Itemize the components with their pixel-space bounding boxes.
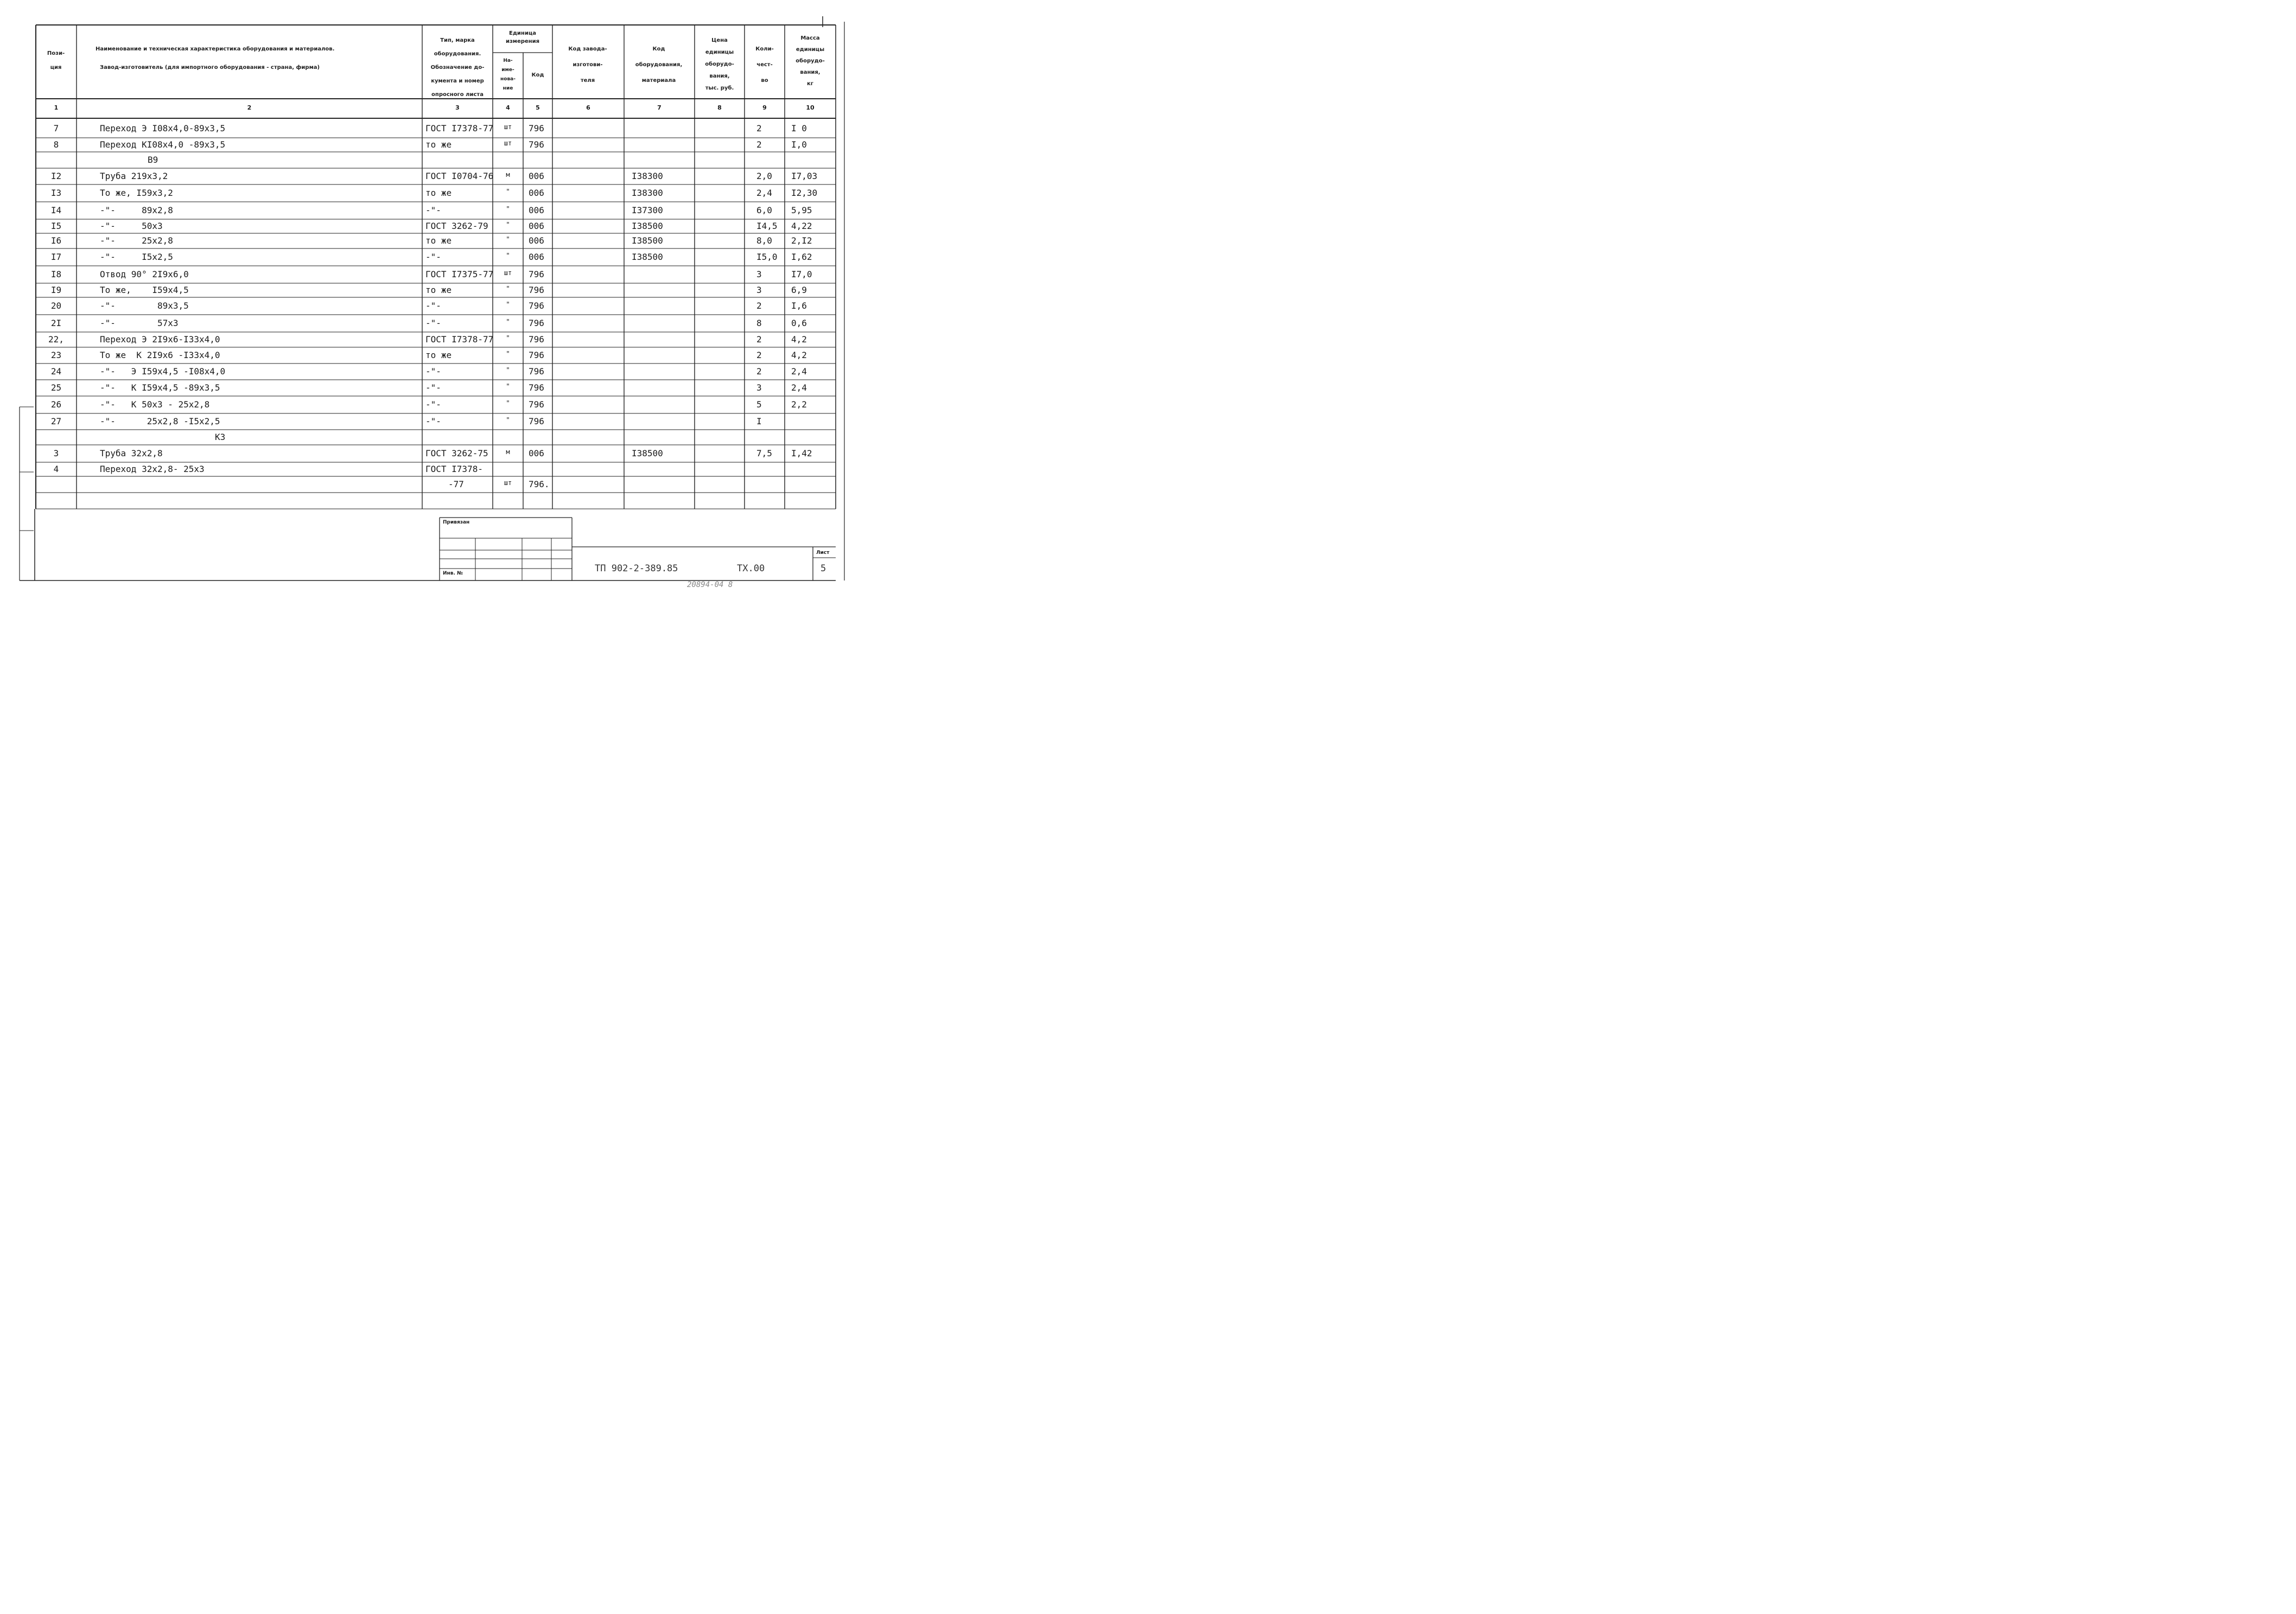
document-cell: -"- <box>425 318 441 328</box>
quantity-cell: I <box>756 416 762 426</box>
document-cell: -"- <box>425 205 441 215</box>
column-number: 2 <box>247 104 252 111</box>
unit-cell: " <box>506 366 510 374</box>
unit-cell: " <box>506 252 510 259</box>
stamp-sheet-number: 5 <box>821 563 826 574</box>
stamp-section-code: ТХ.00 <box>737 563 765 574</box>
material-code-cell: I38500 <box>632 448 663 458</box>
unit-cell: " <box>506 285 510 292</box>
unit-cell: шт <box>504 479 512 487</box>
mass-cell: 6,9 <box>791 285 807 295</box>
header-type: Тип, марка оборудования. Обозначение до- кумента и номер опросного листа <box>430 37 485 98</box>
name-cell: -"- К 50x3 - 25x2,8 <box>100 399 210 410</box>
stamp-sheet-label: Лист <box>816 550 830 556</box>
mass-cell: 4,2 <box>791 350 807 360</box>
quantity-cell: 2,0 <box>756 171 772 181</box>
quantity-cell: 3 <box>756 382 762 393</box>
unit-cell: " <box>506 318 510 326</box>
name-cell: К3 <box>215 432 226 442</box>
stamp-inv-label: Инв. № <box>443 571 463 576</box>
unit-code-cell: 796 <box>529 416 544 426</box>
name-cell: -"- 25x2,8 <box>100 235 173 246</box>
unit-cell: шт <box>504 123 512 131</box>
document-cell: ГОСТ I7378-77 <box>425 123 494 133</box>
document-cell: -77 <box>448 479 464 489</box>
unit-code-cell: 796 <box>529 399 544 410</box>
position-cell: 26 <box>50 399 62 410</box>
unit-code-cell: 796 <box>529 318 544 328</box>
unit-code-cell: 796 <box>529 350 544 360</box>
quantity-cell: 2 <box>756 301 762 311</box>
unit-code-cell: 006 <box>529 235 544 246</box>
document-cell: ГОСТ I7378-77 <box>425 334 494 345</box>
name-cell: -"- 50x3 <box>100 221 163 231</box>
column-number: 10 <box>806 104 815 111</box>
unit-code-cell: 796 <box>529 139 544 150</box>
mass-cell: 5,95 <box>791 205 812 215</box>
unit-cell: " <box>506 205 510 213</box>
position-cell: I9 <box>50 285 62 295</box>
name-cell: -"- Э I59x4,5 -I08x4,0 <box>100 366 226 377</box>
unit-cell: " <box>506 382 510 390</box>
unit-code-cell: 796 <box>529 366 544 377</box>
unit-code-cell: 796 <box>529 285 544 295</box>
stamp-bound-label: Привязан <box>443 520 470 525</box>
document-cell: то же <box>425 350 452 360</box>
mass-cell: I,6 <box>791 301 807 311</box>
mass-cell: I 0 <box>791 123 807 133</box>
position-cell: 7 <box>53 123 59 133</box>
quantity-cell: 5 <box>756 399 762 410</box>
unit-cell: " <box>506 416 510 424</box>
column-number: 3 <box>455 104 460 111</box>
unit-code-cell: 006 <box>529 188 544 198</box>
mass-cell: 4,22 <box>791 221 812 231</box>
mass-cell: 2,4 <box>791 382 807 393</box>
position-cell: 20 <box>50 301 62 311</box>
unit-cell: м <box>506 171 510 178</box>
material-code-cell: I38500 <box>632 252 663 262</box>
mass-cell: 4,2 <box>791 334 807 345</box>
quantity-cell: 2 <box>756 334 762 345</box>
column-number: 5 <box>536 104 540 111</box>
unit-code-cell: 796 <box>529 301 544 311</box>
position-cell: I7 <box>50 252 62 262</box>
header-material-code: Код оборудования, материала <box>635 46 683 84</box>
name-cell: То же К 2I9x6 -I33x4,0 <box>100 350 220 360</box>
document-cell: то же <box>425 235 452 246</box>
quantity-cell: 3 <box>756 269 762 279</box>
name-cell: -"- 57x3 <box>100 318 179 328</box>
unit-cell: шт <box>504 269 512 277</box>
header-position: Пози- ция <box>47 50 65 71</box>
quantity-cell: 2 <box>756 350 762 360</box>
quantity-cell: 8,0 <box>756 235 772 246</box>
unit-cell: шт <box>504 139 512 147</box>
document-cell: ГОСТ I7378- <box>425 464 483 474</box>
name-cell: Переход КI08x4,0 -89x3,5 <box>100 139 226 150</box>
position-cell: 25 <box>50 382 62 393</box>
quantity-cell: 2,4 <box>756 188 772 198</box>
name-cell: В9 <box>148 155 158 165</box>
column-number: 9 <box>762 104 767 111</box>
stamp-document-code: ТП 902-2-389.85 <box>595 563 678 574</box>
unit-code-cell: 796 <box>529 382 544 393</box>
mass-cell: 2,2 <box>791 399 807 410</box>
name-cell: Переход Э 2I9x6-I33x4,0 <box>100 334 220 345</box>
document-cell: ГОСТ 3262-75 <box>425 448 488 458</box>
quantity-cell: 3 <box>756 285 762 295</box>
document-cell: -"- <box>425 399 441 410</box>
position-cell: 22, <box>48 334 64 345</box>
document-cell: ГОСТ 3262-79 <box>425 221 488 231</box>
header-mass: Масса единицы оборудо- вания, кг <box>796 35 825 87</box>
header-factory-code: Код завода- изготови- теля <box>568 46 607 84</box>
document-cell: то же <box>425 139 452 150</box>
name-cell: Отвод 90° 2I9x6,0 <box>100 269 189 279</box>
position-cell: 27 <box>50 416 62 426</box>
mass-cell: I7,0 <box>791 269 812 279</box>
column-number: 4 <box>506 104 510 111</box>
material-code-cell: I38300 <box>632 171 663 181</box>
mass-cell: I7,03 <box>791 171 818 181</box>
unit-cell: " <box>506 350 510 358</box>
name-cell: -"- I5x2,5 <box>100 252 173 262</box>
material-code-cell: I38500 <box>632 235 663 246</box>
header-unit-name: На- име- нова- ние <box>500 58 516 91</box>
unit-cell: " <box>506 399 510 407</box>
document-cell: -"- <box>425 382 441 393</box>
unit-cell: " <box>506 334 510 342</box>
position-cell: I6 <box>50 235 62 246</box>
drawing-sheet <box>0 0 851 598</box>
name-cell: Труба 32x2,8 <box>100 448 163 458</box>
document-cell: -"- <box>425 301 441 311</box>
name-cell: -"- 25x2,8 -I5x2,5 <box>100 416 220 426</box>
name-cell: -"- К I59x4,5 -89x3,5 <box>100 382 220 393</box>
document-cell: ГОСТ I0704-76 <box>425 171 494 181</box>
name-cell: То же, I59x3,2 <box>100 188 173 198</box>
header-unit-code: Код <box>531 72 544 78</box>
name-cell: То же, I59x4,5 <box>100 285 189 295</box>
unit-cell: " <box>506 221 510 228</box>
quantity-cell: 2 <box>756 123 762 133</box>
position-cell: 4 <box>53 464 59 474</box>
position-cell: I2 <box>50 171 62 181</box>
material-code-cell: I37300 <box>632 205 663 215</box>
name-cell: Переход Э I08x4,0-89x3,5 <box>100 123 226 133</box>
document-cell: то же <box>425 285 452 295</box>
position-cell: 3 <box>53 448 59 458</box>
header-price: Цена единицы оборудо- вания, тыс. руб. <box>705 37 734 91</box>
position-cell: I4 <box>50 205 62 215</box>
name-cell: -"- 89x3,5 <box>100 301 189 311</box>
header-quantity: Коли- чест- во <box>755 46 774 84</box>
name-cell: Переход 32x2,8- 25x3 <box>100 464 205 474</box>
mass-cell: I,42 <box>791 448 812 458</box>
unit-code-cell: 006 <box>529 252 544 262</box>
unit-cell: " <box>506 188 510 195</box>
mass-cell: I,0 <box>791 139 807 150</box>
quantity-cell: 8 <box>756 318 762 328</box>
column-number: 7 <box>657 104 662 111</box>
unit-code-cell: 006 <box>529 171 544 181</box>
unit-code-cell: 006 <box>529 205 544 215</box>
quantity-cell: 6,0 <box>756 205 772 215</box>
quantity-cell: I4,5 <box>756 221 778 231</box>
position-cell: I5 <box>50 221 62 231</box>
position-cell: I8 <box>50 269 62 279</box>
document-cell: -"- <box>425 252 441 262</box>
column-number: 1 <box>54 104 59 111</box>
material-code-cell: I38500 <box>632 221 663 231</box>
mass-cell: I,62 <box>791 252 812 262</box>
position-cell: 8 <box>53 139 59 150</box>
document-cell: -"- <box>425 366 441 377</box>
position-cell: 23 <box>50 350 62 360</box>
position-cell: 2I <box>50 318 62 328</box>
header-name-line2: Завод-изготовитель (для импортного оборудования - страна, фирма) <box>100 65 320 71</box>
mass-cell: 2,4 <box>791 366 807 377</box>
column-number: 8 <box>717 104 722 111</box>
document-cell: то же <box>425 188 452 198</box>
material-code-cell: I38300 <box>632 188 663 198</box>
document-cell: ГОСТ I7375-77 <box>425 269 494 279</box>
position-cell: I3 <box>50 188 62 198</box>
unit-code-cell: 796 <box>529 334 544 345</box>
unit-code-cell: 796. <box>529 479 550 489</box>
document-cell: -"- <box>425 416 441 426</box>
mass-cell: I2,30 <box>791 188 818 198</box>
unit-code-cell: 796 <box>529 123 544 133</box>
quantity-cell: 2 <box>756 139 762 150</box>
unit-cell: " <box>506 301 510 308</box>
unit-code-cell: 796 <box>529 269 544 279</box>
name-cell: -"- 89x2,8 <box>100 205 173 215</box>
position-cell: 24 <box>50 366 62 377</box>
unit-cell: м <box>506 448 510 456</box>
header-unit: Единица измерения <box>505 30 540 44</box>
unit-code-cell: 006 <box>529 221 544 231</box>
quantity-cell: I5,0 <box>756 252 778 262</box>
mass-cell: 0,6 <box>791 318 807 328</box>
quantity-cell: 2 <box>756 366 762 377</box>
handwritten-note: 20894-04 8 <box>687 580 733 589</box>
unit-cell: " <box>506 235 510 243</box>
header-name-line1: Наименование и техническая характеристика оборудования и материалов. <box>96 46 335 52</box>
unit-code-cell: 006 <box>529 448 544 458</box>
mass-cell: 2,I2 <box>791 235 812 246</box>
quantity-cell: 7,5 <box>756 448 772 458</box>
name-cell: Труба 219x3,2 <box>100 171 168 181</box>
column-number: 6 <box>586 104 590 111</box>
